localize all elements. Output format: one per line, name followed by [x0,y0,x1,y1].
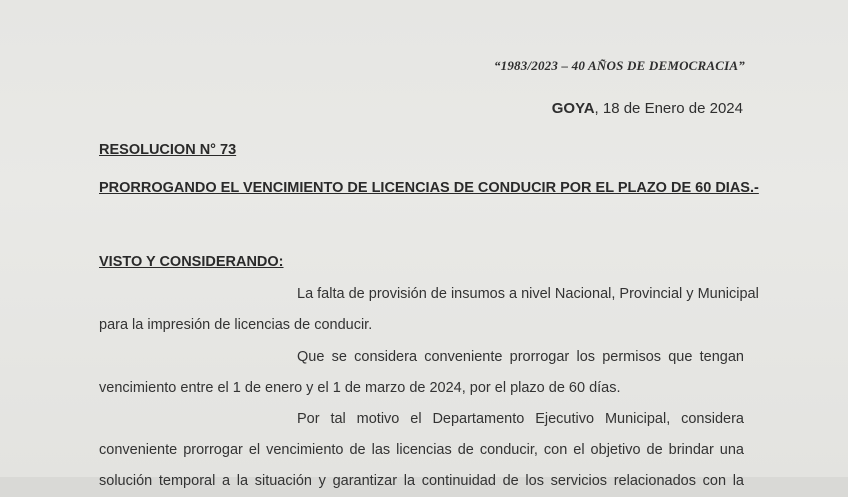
resolution-subject: PRORROGANDO EL VENCIMIENTO DE LICENCIAS DE CONDUCIR POR EL PLAZO DE 60 DIAS.- [99,180,759,196]
motto-line: “1983/2023 – 40 AÑOS DE DEMOCRACIA” [493,58,745,73]
paragraph-2-line-2: vencimiento entre el 1 de enero y el 1 de marzo de 2024, por el plazo de 60 días. [99,380,621,396]
paragraph-3-line-1: Por tal motivo el Departamento Ejecutivo Municipal, considera [297,411,744,427]
dateline [552,100,743,117]
paragraph-3 [99,404,744,497]
paragraph-2 [99,342,744,404]
paragraph-1-line-2: para la impresión de licencias de conducir. [99,317,373,333]
visto-considerando-heading: VISTO Y CONSIDERANDO: [99,254,284,270]
city-name: GOYA [551,100,595,117]
paragraph-2-line-1: Que se considera conveniente prorrogar los permisos que tengan [297,349,744,365]
paragraph-3-line-3: solución temporal a la situación y garantizar la continuidad de los servicios relacionados con la [99,473,744,489]
date-text: , 18 de Enero de 2024 [594,100,743,117]
paragraph-1-line-1: La falta de provisión de insumos a nivel Nacional, Provincial y Municipal [297,286,759,302]
paragraph-3-line-2: conveniente prorrogar el vencimiento de las licencias de conducir, con el objetivo de brindar una [99,442,744,458]
paragraph-1 [99,279,759,341]
resolution-number: RESOLUCION N° 73 [99,142,237,158]
